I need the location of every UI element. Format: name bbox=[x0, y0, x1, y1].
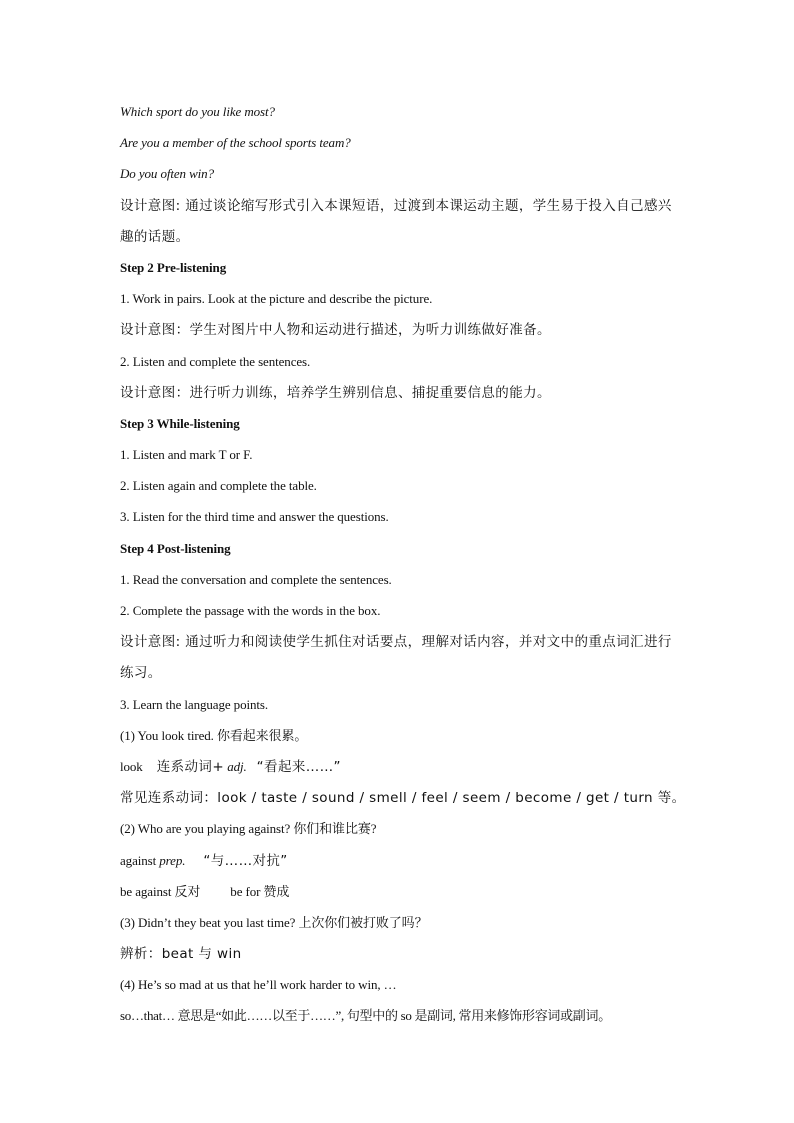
step-4-item-3: 3. Learn the language points. bbox=[120, 696, 268, 712]
step-3-item-3: 3. Listen for the third time and answer the questions. bbox=[120, 509, 389, 525]
design-intent-2: 设计意图：学生对图片中人物和运动进行描述，为听力训练做好准备。 bbox=[120, 322, 551, 339]
document-page bbox=[120, 101, 690, 1037]
look-meaning: “看起来……” bbox=[256, 758, 341, 775]
step-2-heading: Step 2 Pre-listening bbox=[120, 259, 227, 275]
step-4-heading: Step 4 Post-listening bbox=[120, 540, 231, 556]
language-point-1: (1) You look tired. 你看起来很累。 bbox=[120, 727, 308, 743]
look-word: look bbox=[120, 758, 143, 774]
linking-verbs-note: 常见连系动词：look / taste / sound / smell / feel / seem / become / get / turn 等。 bbox=[120, 790, 686, 807]
against-meaning: “与……对抗” bbox=[203, 852, 288, 869]
be-against-for-line bbox=[120, 881, 690, 912]
language-point-3: (3) Didn’t they beat you last time? 上次你们被打败了吗？ bbox=[120, 914, 428, 930]
so-that-explanation: so…that… 意思是“如此……以至于……”, 句型中的 so 是副词, 常用来修饰形容词或副词。 bbox=[120, 1008, 611, 1024]
design-intent-3: 设计意图：进行听力训练，培养学生辨别信息、捕捉重要信息的能力。 bbox=[120, 384, 551, 401]
step-3-heading: Step 3 While-listening bbox=[120, 415, 240, 431]
be-against: be against 反对 bbox=[120, 883, 201, 899]
step-3-item-2: 2. Listen again and complete the table. bbox=[120, 478, 317, 494]
design-intent-4-line-1: 设计意图: 通过听力和阅读使学生抓住对话要点，理解对话内容，并对文中的重点词汇进行 bbox=[120, 634, 672, 651]
language-point-4: (4) He’s so mad at us that he’ll work harder to win, … bbox=[120, 977, 397, 993]
distinguish-beat-win: 辨析：beat 与 win bbox=[120, 946, 242, 963]
step-4-item-1: 1. Read the conversation and complete the sentences. bbox=[120, 571, 392, 587]
question-team-member: Are you a member of the school sports team? bbox=[120, 135, 351, 151]
look-adj: adj. bbox=[227, 758, 247, 774]
against-word: against bbox=[120, 852, 157, 868]
look-usage-line bbox=[120, 756, 690, 787]
step-2-item-2: 2. Listen and complete the sentences. bbox=[120, 353, 311, 369]
look-rule: 连系动词+ bbox=[156, 758, 225, 775]
question-often-win: Do you often win? bbox=[120, 166, 214, 182]
design-intent-1-line-2: 趣的话题。 bbox=[120, 228, 190, 245]
step-2-item-1: 1. Work in pairs. Look at the picture and describe the picture. bbox=[120, 291, 433, 307]
be-for: be for 赞成 bbox=[230, 883, 290, 899]
design-intent-1-line-1: 设计意图: 通过谈论缩写形式引入本课短语，过渡到本课运动主题，学生易于投入自己感兴 bbox=[120, 197, 672, 214]
step-4-item-2: 2. Complete the passage with the words in the box. bbox=[120, 603, 381, 618]
step-3-item-1: 1. Listen and mark T or F. bbox=[120, 447, 253, 463]
design-intent-4-line-2: 练习。 bbox=[120, 665, 162, 682]
language-point-2: (2) Who are you playing against? 你们和谁比赛? bbox=[120, 821, 377, 837]
question-favorite-sport: Which sport do you like most? bbox=[120, 104, 275, 119]
against-pos: prep. bbox=[159, 852, 186, 868]
against-usage-line bbox=[120, 850, 690, 881]
